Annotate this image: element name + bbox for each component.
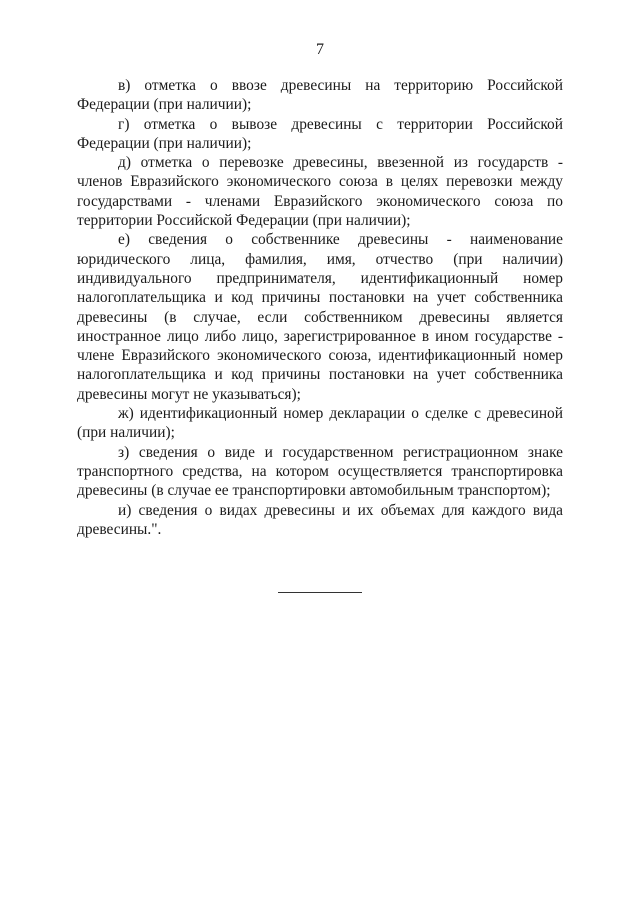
end-of-document-rule xyxy=(278,592,362,593)
paragraph-i: и) сведения о видах древесины и их объемах для каждого вида древесины.". xyxy=(77,501,563,538)
paragraph-z: з) сведения о виде и государственном регистрационном знаке транспортного средства, на котором осуществляется транспортировка древесины (в случае ее транспортировки автомобильным транспортом); xyxy=(77,443,563,500)
paragraph-d: д) отметка о перевозке древесины, ввезенной из государств - членов Евразийского экономического союза в целях перевозки между государствами - членами Евразийского экономического союза по территории Российской Федерации (при наличии); xyxy=(77,154,563,230)
paragraph-zh: ж) идентификационный номер декларации о сделке с древесиной (при наличии); xyxy=(77,405,563,442)
paragraph-g: г) отметка о вывозе древесины с территории Российской Федерации (при наличии); xyxy=(77,115,563,152)
paragraph-v: в) отметка о ввозе древесины на территорию Российской Федерации (при наличии); xyxy=(77,77,563,114)
page-number: 7 xyxy=(316,41,324,58)
document-body xyxy=(77,76,563,539)
paragraph-e: е) сведения о собственнике древесины - наименование юридического лица, фамилия, имя, отчество (при наличии) индивидуального предпринимателя, идентификационный номер налогоплательщика и код причины постановки на учет собственника древесины (в случае, если собственником древесины является иностранное лицо либо лицо, зарегистрированное в ином государстве - члене Евразийского экономического союза, идентификационный номер налогоплательщика и код причины постановки на учет собственника древесины могут не указываться); xyxy=(77,231,563,403)
